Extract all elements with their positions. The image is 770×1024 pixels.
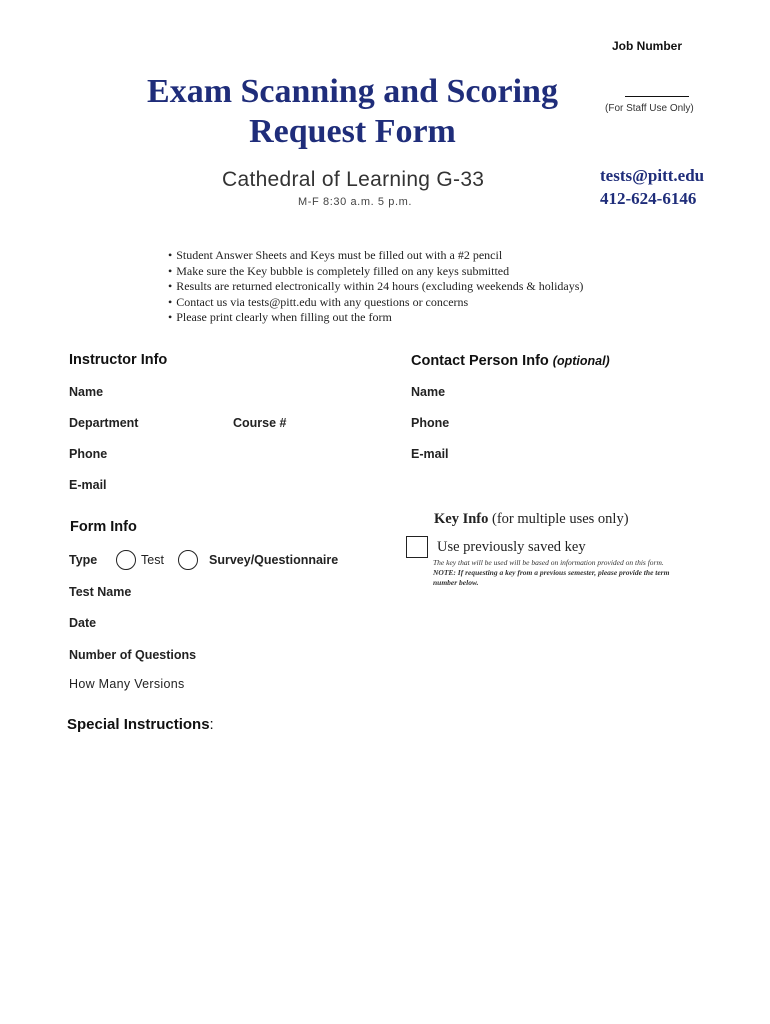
use-saved-key-label: Use previously saved key — [437, 539, 586, 555]
job-number-line[interactable] — [625, 96, 689, 97]
contact-name-label: Name — [411, 385, 446, 399]
test-option-label: Test — [141, 553, 164, 567]
form-info-heading: Form Info — [70, 519, 137, 535]
instruction-item: • Please print clearly when filling out the form — [168, 310, 583, 326]
job-number-label: Job Number — [612, 39, 683, 53]
contact-optional-label: (optional) — [552, 354, 610, 368]
test-radio[interactable] — [116, 550, 136, 570]
number-of-questions-label: Number of Questions — [69, 648, 197, 662]
test-name-label: Test Name — [69, 585, 132, 599]
key-info-note-line: The key that will be used will be based on information provided on this form. — [433, 558, 664, 567]
instruction-item: • Contact us via tests@pitt.edu with any questions or concerns — [168, 295, 583, 311]
contact-phone: 412-624-6146 — [600, 189, 697, 208]
key-info-note-bold: NOTE: If requesting a key from a previous semester, please provide the term number below. — [433, 568, 670, 587]
special-instructions-colon: : — [209, 716, 214, 733]
page-title — [130, 72, 575, 152]
instructor-name-label: Name — [69, 385, 104, 399]
instructor-course-label: Course # — [233, 416, 287, 430]
key-info-title: Key Info — [434, 511, 489, 527]
instruction-item: • Results are returned electronically within 24 hours (excluding weekends & holidays) — [168, 279, 583, 295]
instructor-info-heading: Instructor Info — [69, 352, 168, 368]
contact-email: tests@pitt.edu — [600, 166, 705, 185]
key-info-note — [433, 558, 693, 588]
contact-info-heading — [411, 353, 610, 369]
versions-label: How Many Versions — [69, 677, 185, 691]
instructor-phone-label: Phone — [69, 447, 108, 461]
staff-use-label: (For Staff Use Only) — [605, 103, 694, 114]
special-instructions-heading — [67, 716, 214, 733]
date-label: Date — [69, 616, 97, 630]
title-line-2: Request Form — [249, 113, 456, 150]
instruction-item: • Make sure the Key bubble is completely filled on any keys submitted — [168, 264, 583, 280]
title-line-1: Exam Scanning and Scoring — [147, 73, 558, 110]
key-info-heading — [434, 511, 629, 528]
contact-email-label: E-mail — [411, 447, 449, 461]
instruction-item: • Student Answer Sheets and Keys must be filled out with a #2 pencil — [168, 248, 583, 264]
key-info-suffix: (for multiple uses only) — [492, 511, 629, 527]
special-instructions-area[interactable] — [66, 742, 706, 1002]
office-location: Cathedral of Learning G-33 — [222, 168, 485, 191]
instructor-department-label: Department — [69, 416, 139, 430]
contact-info-title: Contact Person Info — [411, 353, 549, 369]
type-label: Type — [69, 553, 98, 567]
instructions-list — [168, 248, 583, 326]
contact-phone-label: Phone — [411, 416, 450, 430]
survey-option-label: Survey/Questionnaire — [209, 553, 339, 567]
special-instructions-title: Special Instructions — [67, 716, 210, 733]
instructor-email-label: E-mail — [69, 478, 107, 492]
office-hours: M-F 8:30 a.m. 5 p.m. — [298, 196, 413, 208]
use-saved-key-checkbox[interactable] — [406, 536, 428, 558]
survey-radio[interactable] — [178, 550, 198, 570]
